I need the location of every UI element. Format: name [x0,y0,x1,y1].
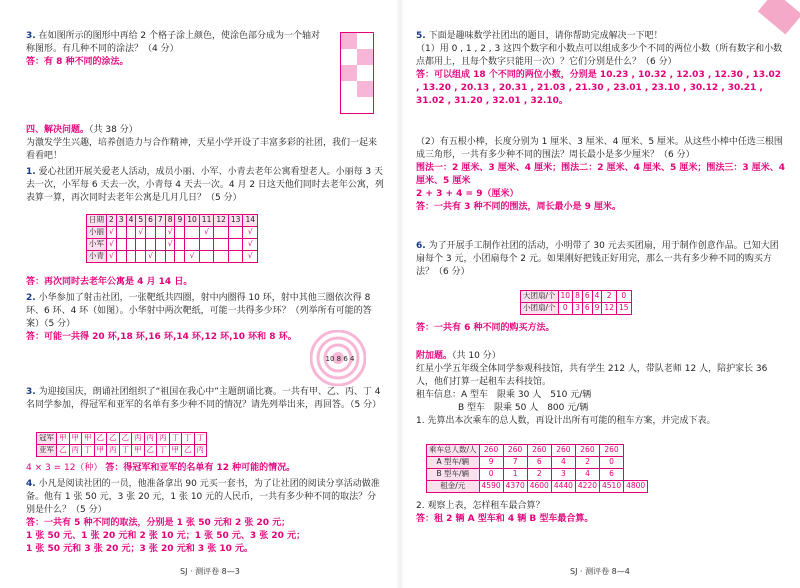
table-cell: 260 [600,445,624,457]
table-cell: 乙 [107,433,120,445]
question-3 [26,30,326,69]
table-cell: 2 [527,469,551,481]
table-cell: 6 [600,469,624,481]
table-row [37,445,207,457]
table-cell [155,239,165,251]
table-cell: 260 [575,445,599,457]
question-6: 6. 为了开展手工制作社团的活动，小明带了 30 元去买团扇，用于制作创意作品。已知大团扇每个 3 元，小团扇每个 2 元。如果刚好把钱正好用完，那么一共有多少种不同的购买方法？（6 分） [416,241,779,278]
table-cell [214,251,229,263]
table-cell: 乙 [144,445,157,457]
table-cell [185,239,200,251]
table-cell: 6 [582,303,592,315]
table-cell: 大团扇/个 [521,291,559,303]
table-cell [175,251,185,263]
table-cell: 9 [479,457,503,469]
table-cell: 4 [592,291,602,303]
table-cell [228,239,243,251]
table-cell: 4 [551,457,575,469]
table-cell: 1 [503,469,527,481]
table-cell: 小军 [87,239,107,251]
table-cell [214,239,229,251]
table-cell: 冠军 [37,433,57,445]
table-cell [126,227,136,239]
table-cell: 甲 [94,445,107,457]
grid-figure [340,32,374,114]
right-page [400,0,800,588]
table-cell: √ [107,251,117,263]
table-cell: 10 [558,291,573,303]
table-cell: √ [165,239,175,251]
table-cell [165,251,175,263]
table-cell: 2 [107,215,117,227]
table-cell: 260 [503,445,527,457]
table-cell: 甲 [57,433,70,445]
table-row [427,469,648,481]
table-cell [185,227,200,239]
table-cell: 13 [228,215,243,227]
table-cell: 15 [616,303,631,315]
table-row [427,481,648,493]
table-cell: 乙 [57,445,70,457]
table-cell: 4220 [575,481,599,493]
table-cell: 丁 [169,433,182,445]
table-cell: 甲 [82,433,95,445]
table-cell [155,227,165,239]
table-cell: 2 [575,457,599,469]
table-cell: 0 [616,291,631,303]
table-cell: 丙 [157,433,170,445]
table-cell: 乘车总人数/人 [427,445,480,457]
table-cell: 7 [503,457,527,469]
table-cell: 0 [600,457,624,469]
table-cell: A 型车/辆 [427,457,480,469]
table-cell: √ [243,227,258,239]
intro-text: 为激发学生兴趣，培养创造力与合作精神，天星小学开设了丰富多彩的社团，我们一起来看看吧！ [26,138,378,162]
table-cell: 8 [165,215,175,227]
table-cell: 12 [602,303,617,315]
table-cell: 6 [146,215,156,227]
answer: 答：有 8 种不同的涂法。 [26,57,129,68]
table-cell: 丁 [82,445,95,457]
table-cell: 10 [185,215,200,227]
table-cell [136,239,146,251]
table-cell: 6 [582,291,592,303]
table-cell [116,251,126,263]
table-cell [228,227,243,239]
table-cell: 丙 [107,445,120,457]
table-cell: 丙 [69,445,82,457]
table-cell [175,227,185,239]
table-cell: 7 [155,215,165,227]
table-cell: √ [107,239,117,251]
ranking-table [36,432,207,457]
schedule-table [86,214,258,263]
table-cell: √ [146,251,156,263]
table-row [87,239,258,251]
table-cell [214,227,229,239]
table-cell: 4 [126,215,136,227]
table-cell: 丙 [132,433,145,445]
table-cell: 甲 [169,445,182,457]
extra-section: 附加题。（共 10 分） 红星小学五年级全体同学参观科技馆，共有学生 212 人，带队老师 12 人，陪护家长 36 人，他们打算一起租车去科技馆。 租车信息：A 型车 限乘 30 人 510 元/辆 B 型车 限乘 50 人 800 元/辆 1. 先算出本次乘车的总人数，再设计出所有可能的租车方案，并完成下表。 [416,351,768,427]
table-cell: √ [199,227,214,239]
table-cell: 6 [527,457,551,469]
table-cell: √ [243,239,258,251]
table-cell: 小团扇/个 [521,303,559,315]
table-cell [155,251,165,263]
table-row [427,445,648,457]
answer-1: 答：再次同时去老年公寓是 4 月 14 日。 [26,277,193,287]
table-cell [116,227,126,239]
answer-6: 答：一共有 6 种不同的购买方法。 [416,323,555,333]
question-5: 5. 下面是趣味数学社团出的题目，请你帮助完成解决一下吧！ （1）用 0 , 1 , 2 , 3 这四个数字和小数点可以组成多少个不同的两位小数（所有数字和小数点都用上，且每个数字只能用一次）？它们分别是什么？（6 分） 答：可以组成 18 个不同的两位小数，分别是 10.23 , 10.32 , 12.03 , 12.30 , 13.02 , 13.20 , 20.13 , 20.31 , 21.03 , 21.30 , 23.01 , 23.10 , 30.12 , 30.21 , 31.02 , 31.20 , 32.01 , 32.10。 [416,31,783,107]
question-text: 在如图所示的图形中再给 2 个格子涂上颜色，使涂色部分成为一个轴对称图形。有几种不同的涂法？（4 分） [26,31,321,55]
table-cell: 12 [214,215,229,227]
table-cell: 亚军 [37,445,57,457]
question-number: 3. [26,31,36,41]
table-cell: 丁 [182,433,195,445]
table-row [521,303,632,315]
table-cell: 丁 [119,445,132,457]
table-cell: 4800 [624,481,648,493]
question-3b: 3. 为迎接国庆，朗诵社团组织了“祖国在我心中”主题朗诵比赛。一共有甲、乙、丙、丁 4 名同学参加，得冠军和亚军的名单有多少种不同的情况？请先列举出来，再回答。（5 分） [26,387,382,411]
table-cell [136,251,146,263]
table-cell: 4600 [527,481,551,493]
table-row [427,457,648,469]
table-cell [228,251,243,263]
table-cell: 日期 [87,215,107,227]
table-cell: 0 [479,469,503,481]
table-cell [199,251,214,263]
table-cell: 4440 [551,481,575,493]
table-cell [126,239,136,251]
table-row [87,215,258,227]
table-cell: √ [165,227,175,239]
table-cell [126,251,136,263]
table-cell: 0 [558,303,573,315]
table-cell: √ [243,251,258,263]
table-cell: 3 [573,303,583,315]
table-cell [199,239,214,251]
table-cell [146,239,156,251]
table-cell: 乙 [119,433,132,445]
table-cell: B 型车/辆 [427,469,480,481]
table-cell: 260 [527,445,551,457]
table-cell: 4 [575,469,599,481]
table-cell: 8 [573,291,583,303]
calc-3b: 4 × 3 = 12（种） 答：得冠军和亚军的名单有 12 种可能的情况。 [26,463,296,473]
table-cell: √ [107,227,117,239]
question-5-2: （2）有五根小棒，长度分别为 1 厘米、3 厘米、4 厘米、5 厘米。从这些小棒中任选三根围成三角形，一共有多少种不同的围法？周长最小是多少厘米？（6 分） 围法一：2 厘米、3 厘米、4 厘米；围法二：2 厘米、4 厘米、5 厘米；围法三：3 厘米、4 厘米、5 厘米 2 + 3 + 4 = 9（厘米） 答：一共有 3 种不同的围法，周长最小是 9 厘米。 [416,137,786,213]
table-row [87,227,258,239]
table-cell: 丁 [194,433,207,445]
table-row [87,251,258,263]
table-cell: 2 [602,291,617,303]
table-cell: 260 [479,445,503,457]
table-row [521,291,632,303]
table-cell: 14 [243,215,258,227]
table-cell: √ [136,227,146,239]
fan-table [520,290,632,315]
table-cell: 租金/元 [427,481,480,493]
extra-q2: 2. 观察上表，怎样租车最合算？ 答：租 2 辆 A 型车和 4 辆 B 型车最合算。 [416,501,594,525]
table-cell: 小丽 [87,227,107,239]
table-cell: 5 [136,215,146,227]
table-cell [116,239,126,251]
table-cell: 丙 [144,433,157,445]
table-cell: 3 [116,215,126,227]
question-4: 4. 小凡是阅读社团的一员，他准备拿出 90 元买一套书，为了让社团的阅读分享活动做准备。他有 1 张 50 元，3 张 20 元，1 张 10 元的人民币，一共有多少种不同的取法？分别是什么？（5 分） 答：一共有 5 种不同的取法，分别是 1 张 50 元和 2 张 20 元； 1 张 50 元、1 张 20 元和 2 张 10 元；1 张 50 元、3 张 20 元； 1 张 50 元和 3 张 20 元；3 张 20 元和 3 张 10 元。 [26,479,380,555]
section-4-heading: 四、解决问题。（共 38 分） [26,125,138,135]
table-cell: 丙 [194,445,207,457]
ring-values: 10 8 6 4 [325,355,355,363]
table-cell: 4590 [479,481,503,493]
table-row [37,433,207,445]
question-2: 2. 小华参加了射击社团，一张靶纸共四圈，射中内圈得 10 环，射中其他三圈依次得 8 环、6 环、4 环（如图）。小华射中两次靶纸，可能一共得多少环？（列举所有可能的答案）（5 分） 答：可能一共得 20 环,18 环,16 环,14 环,12 环,10 环和 8 环。 [26,293,372,343]
question-1: 1. 爱心社团开展关爱老人活动，成员小丽、小军、小青去老年公寓看望老人。小丽每 3 天去一次，小军每 6 天去一次，小青每 4 天去一次。4 月 2 日这天他们同时去老年公寓，列表算一算，再次同时去老年公寓是几月几日？（5 分） [26,167,384,204]
table-cell: 9 [592,303,602,315]
page-footer: SJ · 测评卷 8—3 [180,567,240,577]
rental-table [426,444,648,493]
table-cell: 乙 [182,445,195,457]
table-cell: 4510 [600,481,624,493]
table-cell: 9 [175,215,185,227]
table-cell: √ [185,251,200,263]
table-cell: 丁 [157,445,170,457]
table-cell: 260 [551,445,575,457]
target-icon [310,330,366,386]
table-cell: 3 [551,469,575,481]
page-footer: SJ · 测评卷 8—4 [570,567,630,577]
table-cell: 11 [199,215,214,227]
table-cell [146,227,156,239]
table-cell: 乙 [94,433,107,445]
table-cell: 甲 [132,445,145,457]
table-cell: 小青 [87,251,107,263]
table-cell: 4370 [503,481,527,493]
table-cell [175,239,185,251]
table-cell: 甲 [69,433,82,445]
